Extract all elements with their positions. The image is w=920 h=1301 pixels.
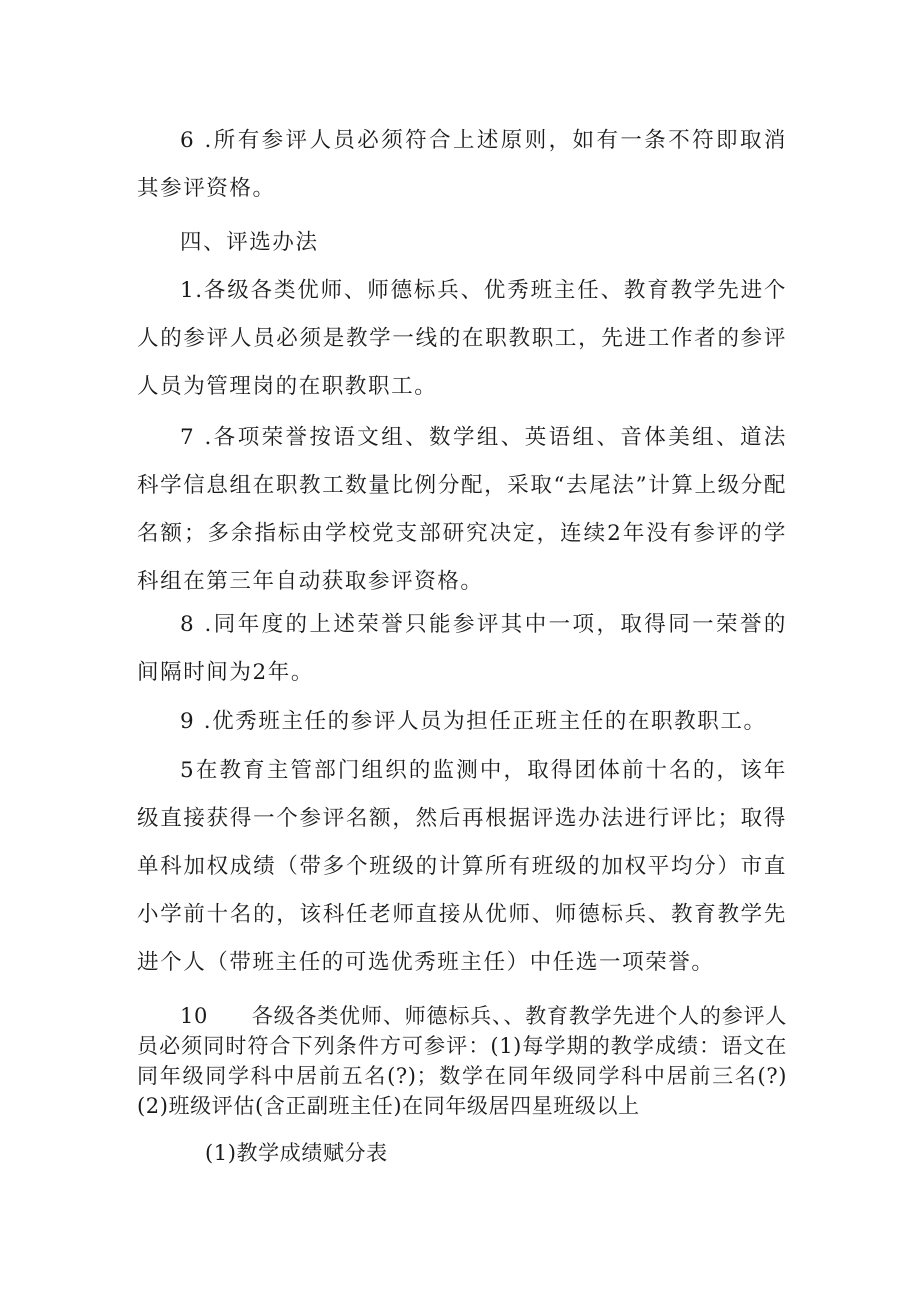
paragraph-5: 5在教育主管部门组织的监测中，取得团体前十名的，该年级直接获得一个参评名额，然后再根据评选办法进行评比；取得单科加权成绩（带多个班级的计算所有班级的加权平均分）市直小学前十名的，该科任老师直接从优师、师德标兵、教育教学先进个人（带班主任的可选优秀班主任）中任选一项荣誉。 xyxy=(137,758,787,975)
paragraph-10: 10 各级各类优师、师德标兵、、教育教学先进个人的参评人员必须同时符合下列条件方可参评：(1)每学期的教学成绩：语文在同年级同学科中居前五名(?)；数学在同年级同学科中居前三名(?)(2)班级评估(含正副班主任)在同年级居四星班级以上 xyxy=(137,1004,787,1118)
section-heading-evaluation-method: 四、评选办法 xyxy=(180,230,319,255)
paragraph-1: 1.各级各类优师、师德标兵、优秀班主任、教育教学先进个人的参评人员必须是教学一线的在职教职工，先进工作者的参评人员为管理岗的在职教职工。 xyxy=(137,278,787,399)
paragraph-7: 7 .各项荣誉按语文组、数学组、英语组、音体美组、道法科学信息组在职教工数量比例分配，采取“去尾法”计算上级分配名额；多余指标由学校党支部研究决定，连续2年没有参评的学科组在第三年自动获取参评资格。 xyxy=(137,425,787,594)
paragraph-9: 9 .优秀班主任的参评人员为担任正班主任的在职教职工。 xyxy=(180,709,767,734)
table-caption: (1)教学成绩赋分表 xyxy=(205,1141,388,1165)
paragraph-8: 8 .同年度的上述荣誉只能参评其中一项，取得同一荣誉的间隔时间为2年。 xyxy=(137,612,787,685)
paragraph-6: 6 .所有参评人员必须符合上述原则，如有一条不符即取消其参评资格。 xyxy=(137,128,787,201)
